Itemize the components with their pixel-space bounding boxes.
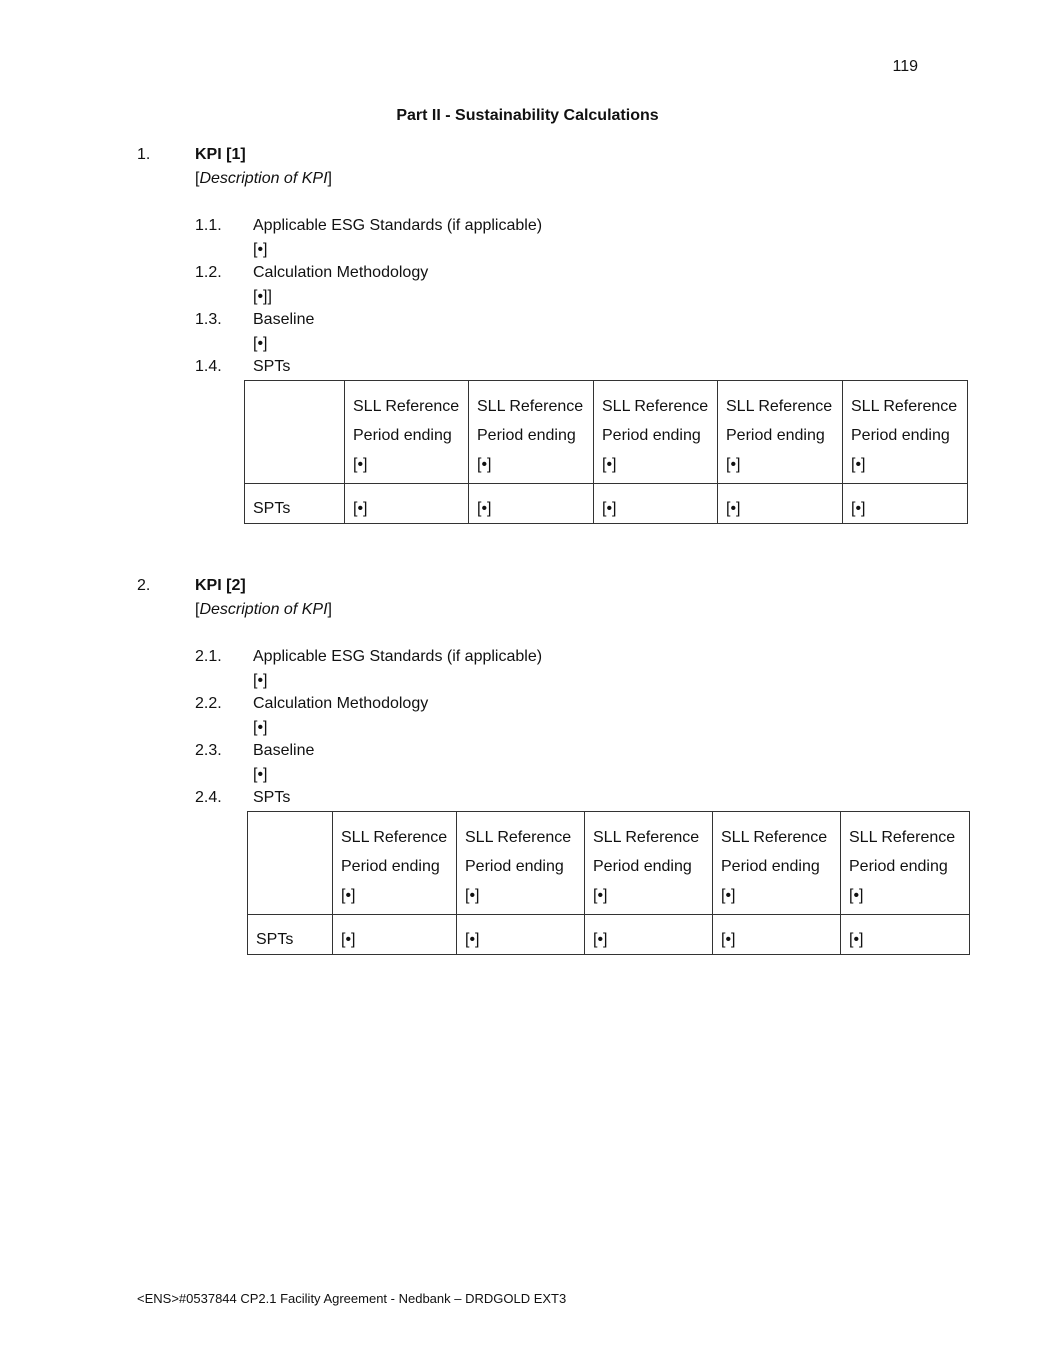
bracket-open: [ <box>195 170 200 187</box>
page-title: Part II - Sustainability Calculations <box>396 107 659 124</box>
subsection-value: [•] <box>253 241 268 258</box>
subsection-value: [•] <box>253 766 268 783</box>
table-header-cell: SLL Reference Period ending [•] <box>841 812 970 915</box>
subsection-number: 1.2. <box>195 264 222 281</box>
kpi-title: KPI [2] <box>195 577 246 594</box>
subsection-number: 2.4. <box>195 789 222 806</box>
table-header-cell: SLL Reference Period ending [•] <box>843 381 968 484</box>
table-row-label: SPTs <box>248 915 333 955</box>
table-cell: [•] <box>585 915 713 955</box>
bracket-close: ] <box>327 601 332 618</box>
table-cell: [•] <box>333 915 457 955</box>
table-header-cell: SLL Reference Period ending [•] <box>333 812 457 915</box>
table-header-cell: SLL Reference Period ending [•] <box>469 381 594 484</box>
subsection-number: 2.1. <box>195 648 222 665</box>
table-row <box>245 484 968 524</box>
subsection-value: [•]] <box>253 288 272 305</box>
table-cell: [•] <box>713 915 841 955</box>
subsection-label-baseline: Baseline <box>253 311 315 328</box>
table-header-row <box>248 812 970 915</box>
subsection-label-spts: SPTs <box>253 358 291 375</box>
table-header-cell: SLL Reference Period ending [•] <box>713 812 841 915</box>
bracket-close: ] <box>327 170 332 187</box>
document-footer: <ENS>#0537844 CP2.1 Facility Agreement - Nedbank – DRDGOLD EXT3 <box>137 1291 567 1306</box>
description-text: Description of KPI <box>199 170 328 187</box>
subsection-value: [•] <box>253 335 268 352</box>
table-cell: [•] <box>469 484 594 524</box>
kpi-description <box>195 601 332 619</box>
table-cell: [•] <box>718 484 843 524</box>
kpi-number: 2. <box>137 577 151 594</box>
bracket-open: [ <box>195 601 200 618</box>
table-cell: [•] <box>457 915 585 955</box>
kpi-number: 1. <box>137 146 151 163</box>
subsection-label-esg-standards: Applicable ESG Standards (if applicable) <box>253 217 543 234</box>
subsection-number: 1.1. <box>195 217 222 234</box>
table-header-cell: SLL Reference Period ending [•] <box>594 381 718 484</box>
table-row <box>248 915 970 955</box>
subsection-label-baseline: Baseline <box>253 742 315 759</box>
subsection-number: 1.3. <box>195 311 222 328</box>
subsection-label-esg-standards: Applicable ESG Standards (if applicable) <box>253 648 543 665</box>
table-header-cell <box>245 381 345 484</box>
table-row-label: SPTs <box>245 484 345 524</box>
description-text: Description of KPI <box>199 601 328 618</box>
table-header-row <box>245 381 968 484</box>
subsection-number: 1.4. <box>195 358 222 375</box>
kpi-title: KPI [1] <box>195 146 246 163</box>
table-header-cell: SLL Reference Period ending [•] <box>345 381 469 484</box>
subsection-value: [•] <box>253 672 268 689</box>
table-cell: [•] <box>345 484 469 524</box>
subsection-value: [•] <box>253 719 268 736</box>
table-header-cell <box>248 812 333 915</box>
subsection-number: 2.3. <box>195 742 222 759</box>
spt-table <box>244 380 968 524</box>
table-header-cell: SLL Reference Period ending [•] <box>718 381 843 484</box>
table-cell: [•] <box>594 484 718 524</box>
table-header-cell: SLL Reference Period ending [•] <box>457 812 585 915</box>
subsection-label-spts: SPTs <box>253 789 291 806</box>
table-header-cell: SLL Reference Period ending [•] <box>585 812 713 915</box>
subsection-number: 2.2. <box>195 695 222 712</box>
table-cell: [•] <box>841 915 970 955</box>
page-number: 119 <box>892 58 918 75</box>
kpi-description <box>195 170 332 188</box>
spt-table <box>247 811 970 955</box>
subsection-label-calculation-methodology: Calculation Methodology <box>253 264 429 281</box>
table-cell: [•] <box>843 484 968 524</box>
subsection-label-calculation-methodology: Calculation Methodology <box>253 695 429 712</box>
